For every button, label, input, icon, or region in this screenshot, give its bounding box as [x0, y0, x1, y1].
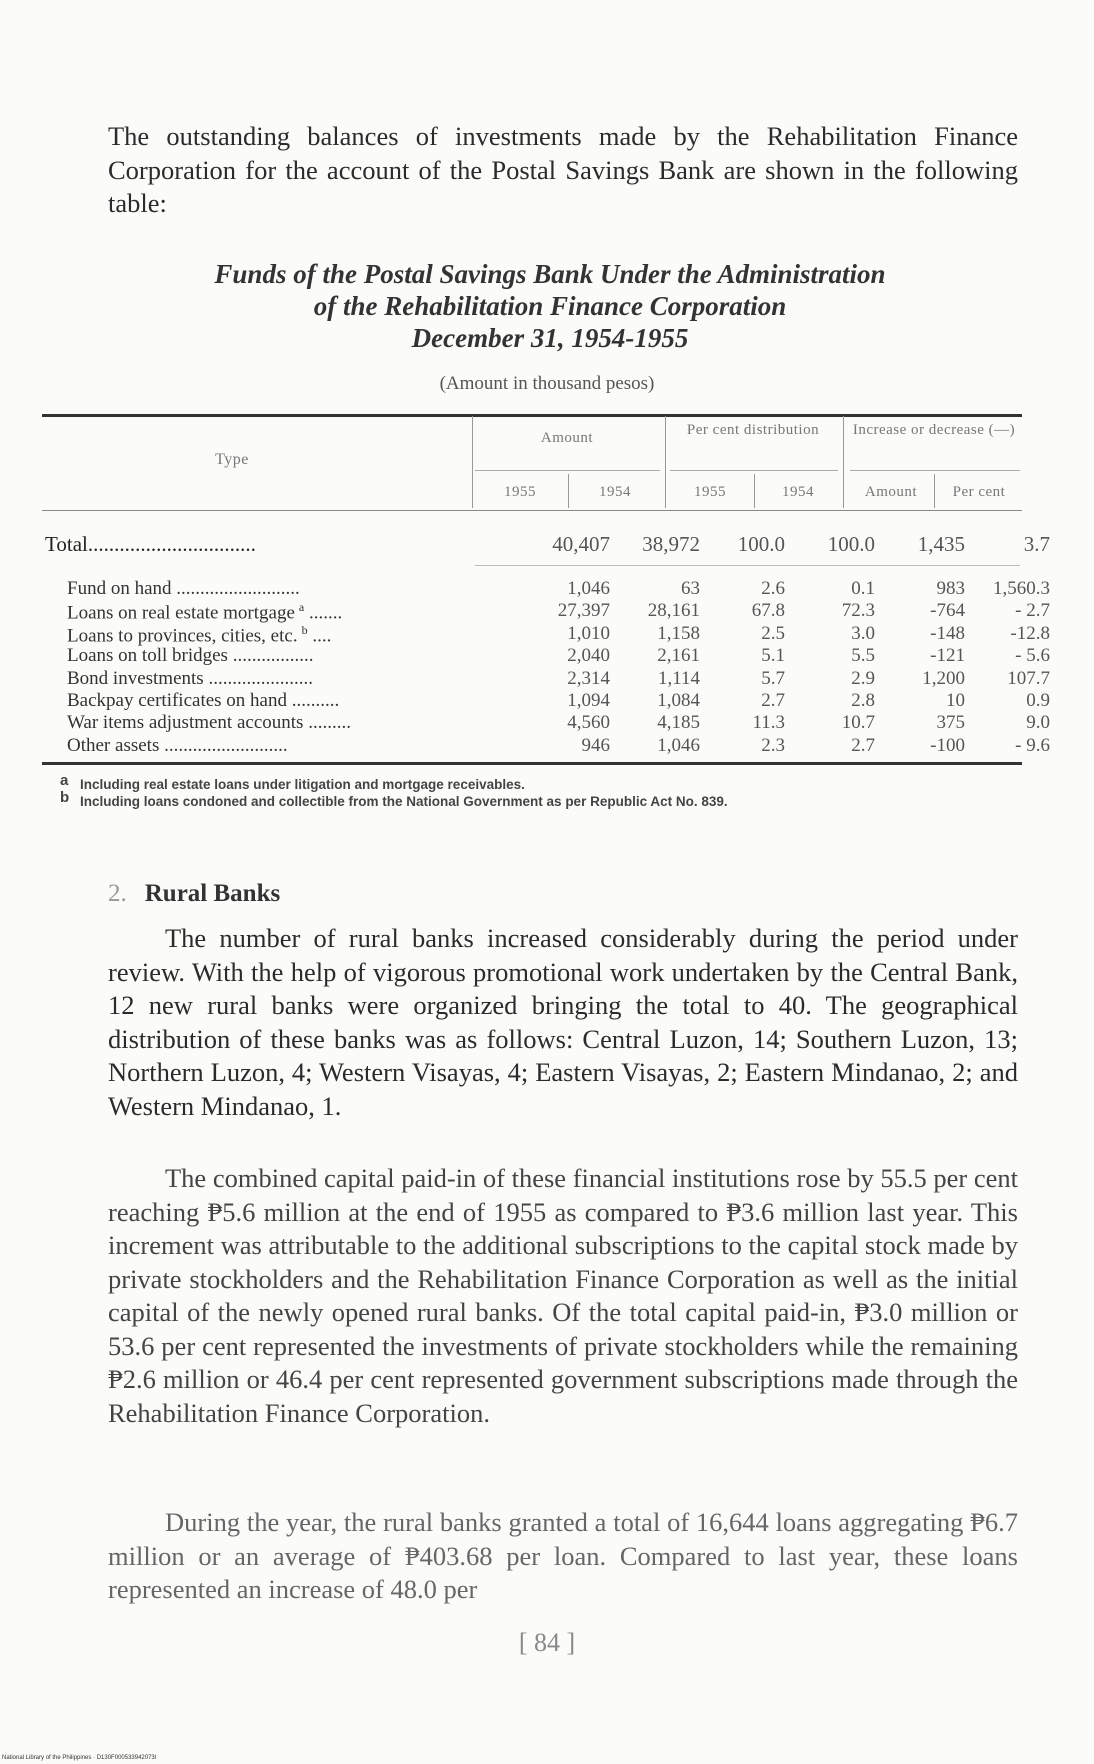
cell-percent-1954: 10.7: [841, 712, 875, 734]
cell-amount-1954: 4,185: [657, 712, 700, 734]
cell-change-amount: -100: [930, 734, 965, 756]
header-column-divider: [934, 474, 935, 508]
cell-percent-1955: 67.8: [751, 600, 785, 622]
page-number: [ 84 ]: [518, 1628, 576, 1657]
cell-change-amount: 375: [936, 712, 965, 734]
header-percent-distribution: Per cent distribution: [686, 422, 820, 438]
cell-amount-1954: 28,161: [647, 600, 700, 622]
body-paragraph: The combined capital paid-in of these financial institutions rose by 55.5 per cent reaching ₱5.6 million at the end of 1955 as compared to ₱3.6 million last year. This increment was attributable to the additional subscriptions to the capital stock made by private stockholders and the Rehabilitation Finance Corporation as well as the initial capital of the newly opened rural banks. Of the total capital paid-in, ₱3.0 million or 53.6 per cent represented the investments of private stockholders while the remaining ₱2.6 million or 46.4 per cent represented government subscriptions made through the Rehabilitation Finance Corporation.: [108, 1163, 1018, 1428]
footnote-b: b Including loans condoned and collectible from the National Government as per Republic Act No. 839.: [60, 789, 728, 809]
table-title: [80, 258, 1020, 354]
row-label: Fund on hand ..........................: [67, 578, 300, 599]
cell-change-amount: 1,200: [922, 667, 965, 689]
row-label: Other assets ..........................: [67, 734, 288, 756]
scan-stamp: National Library of the Philippines · D130F000533942073l: [2, 1755, 157, 1761]
header-amount-1955: 1955: [504, 484, 536, 500]
cell-change-percent: - 2.7: [1015, 600, 1050, 622]
cell-percent-1954: 100.0: [827, 532, 875, 556]
cell-percent-1954: 5.5: [851, 645, 875, 667]
cell-amount-1954: 38,972: [642, 532, 700, 556]
cell-percent-1955: 2.5: [761, 622, 785, 644]
table-row-total: [45, 532, 1050, 556]
header-divider: [670, 470, 838, 471]
cell-change-amount: -764: [930, 600, 965, 622]
table-row: [45, 690, 1050, 712]
row-label: Loans to provinces, cities, etc. $^b$ ....: [67, 622, 332, 647]
cell-change-percent: 3.7: [1023, 532, 1050, 556]
header-column-divider: [472, 416, 473, 508]
cell-change-percent: 1,560.3: [993, 578, 1050, 599]
row-label: Backpay certificates on hand ..........: [67, 690, 340, 711]
cell-amount-1955: 4,560: [567, 712, 610, 734]
header-amount-1954: 1954: [599, 484, 631, 500]
row-label: Loans on toll bridges .................: [67, 645, 314, 667]
cell-amount-1954: 2,161: [657, 645, 700, 667]
cell-change-percent: - 5.6: [1015, 645, 1050, 667]
cell-percent-1954: 72.3: [841, 600, 875, 622]
footnote-a: a Including real estate loans under litigation and mortgage receivables.: [60, 772, 525, 792]
header-column-divider: [843, 416, 844, 508]
section-title: Rural Banks: [144, 880, 281, 907]
header-column-divider: [665, 416, 666, 508]
table-title-line: Funds of the Postal Savings Bank Under the Administration: [214, 259, 886, 289]
cell-amount-1954: 1,084: [657, 690, 700, 711]
cell-change-amount: -148: [930, 622, 965, 644]
cell-amount-1955: 1,046: [567, 578, 610, 599]
cell-change-percent: -12.8: [1010, 622, 1050, 644]
table-row: [45, 734, 1050, 757]
cell-amount-1954: 1,046: [657, 734, 700, 756]
cell-amount-1955: 2,040: [567, 645, 610, 667]
table-row: [45, 667, 1050, 690]
body-paragraph: During the year, the rural banks granted a total of 16,644 loans aggregating ₱6.7 million or an average of ₱403.68 per loan. Compared to last year, these loans represented an increase of 48.0 per: [108, 1507, 1018, 1604]
footnote-marker: b: [301, 622, 308, 637]
header-bottom-rule: [42, 510, 1022, 511]
cell-percent-1955: 5.7: [761, 667, 785, 689]
total-underline: [475, 565, 1020, 566]
header-column-divider: [568, 474, 569, 508]
cell-percent-1954: 2.9: [851, 667, 875, 689]
cell-amount-1954: 63: [681, 578, 700, 599]
cell-amount-1954: 1,114: [657, 667, 700, 689]
header-increase-decrease: Increase or decrease (—): [852, 422, 1016, 438]
cell-amount-1955: 946: [581, 734, 610, 756]
row-label: Bond investments ......................: [67, 667, 313, 689]
header-percent-1955: 1955: [694, 484, 726, 500]
header-change-percent: Per cent: [952, 484, 1006, 500]
row-label: Total................................: [45, 532, 256, 556]
header-divider: [475, 470, 660, 471]
cell-amount-1955: 2,314: [567, 667, 610, 689]
cell-change-percent: 9.0: [1026, 712, 1050, 734]
cell-amount-1955: 40,407: [552, 532, 610, 556]
table-bottom-rule: [42, 762, 1022, 765]
row-label: Loans on real estate mortgage $^a$ .......: [67, 600, 343, 624]
cell-amount-1955: 1,010: [567, 622, 610, 644]
intro-paragraph: The outstanding balances of investments made by the Rehabilitation Finance Corporation for the account of the Postal Savings Bank are shown in the following table:: [108, 121, 1018, 218]
cell-change-amount: 10: [946, 690, 965, 711]
cell-change-percent: - 9.6: [1015, 734, 1050, 756]
header-type: Type: [215, 451, 249, 468]
cell-amount-1955: 27,397: [557, 600, 610, 622]
section-number: 2.: [108, 880, 127, 907]
table-title-line: December 31, 1954-1955: [411, 323, 689, 353]
cell-amount-1954: 1,158: [657, 622, 700, 644]
table-row: [45, 645, 1050, 667]
table-footnotes: [58, 772, 1018, 810]
cell-percent-1954: 2.8: [851, 690, 875, 711]
header-divider: [850, 470, 1020, 471]
section-heading: [108, 880, 280, 908]
cell-percent-1955: 2.6: [761, 578, 785, 599]
header-column-divider: [754, 474, 755, 508]
header-percent-1954: 1954: [782, 484, 814, 500]
cell-change-amount: 1,435: [917, 532, 965, 556]
cell-percent-1954: 2.7: [851, 734, 875, 756]
cell-change-percent: 107.7: [1007, 667, 1050, 689]
row-label: War items adjustment accounts .........: [67, 712, 351, 734]
cell-percent-1954: 3.0: [851, 622, 875, 644]
table-row: [45, 622, 1050, 647]
cell-percent-1955: 100.0: [737, 532, 785, 556]
table-title-line: of the Rehabilitation Finance Corporation: [313, 291, 787, 321]
table-row: [45, 578, 1050, 600]
cell-percent-1955: 2.7: [761, 690, 785, 711]
footnote-marker: a: [298, 600, 305, 615]
cell-percent-1955: 2.3: [761, 734, 785, 756]
table-row: [45, 712, 1050, 734]
cell-change-amount: 983: [936, 578, 965, 599]
cell-amount-1955: 1,094: [567, 690, 610, 711]
table-unit-note: (Amount in thousand pesos): [439, 373, 655, 394]
header-amount: Amount: [540, 430, 594, 446]
cell-change-amount: -121: [930, 645, 965, 667]
table-top-rule: [42, 414, 1022, 417]
body-paragraph: The number of rural banks increased considerably during the period under review. With the help of vigorous promotional work undertaken by the Central Bank, 12 new rural banks were organized bringing the total to 40. The geographical distribution of these banks was as follows: Central Luzon, 14; Southern Luzon, 13; Northern Luzon, 4; Western Visayas, 4; Eastern Visayas, 2; Eastern Mindanao, 2; and Western Mindanao, 1.: [108, 923, 1018, 1121]
table-row: [45, 600, 1050, 624]
cell-percent-1955: 11.3: [752, 712, 785, 734]
cell-change-percent: 0.9: [1026, 690, 1050, 711]
cell-percent-1955: 5.1: [761, 645, 785, 667]
header-change-amount: Amount: [864, 484, 918, 500]
cell-percent-1954: 0.1: [851, 578, 875, 599]
